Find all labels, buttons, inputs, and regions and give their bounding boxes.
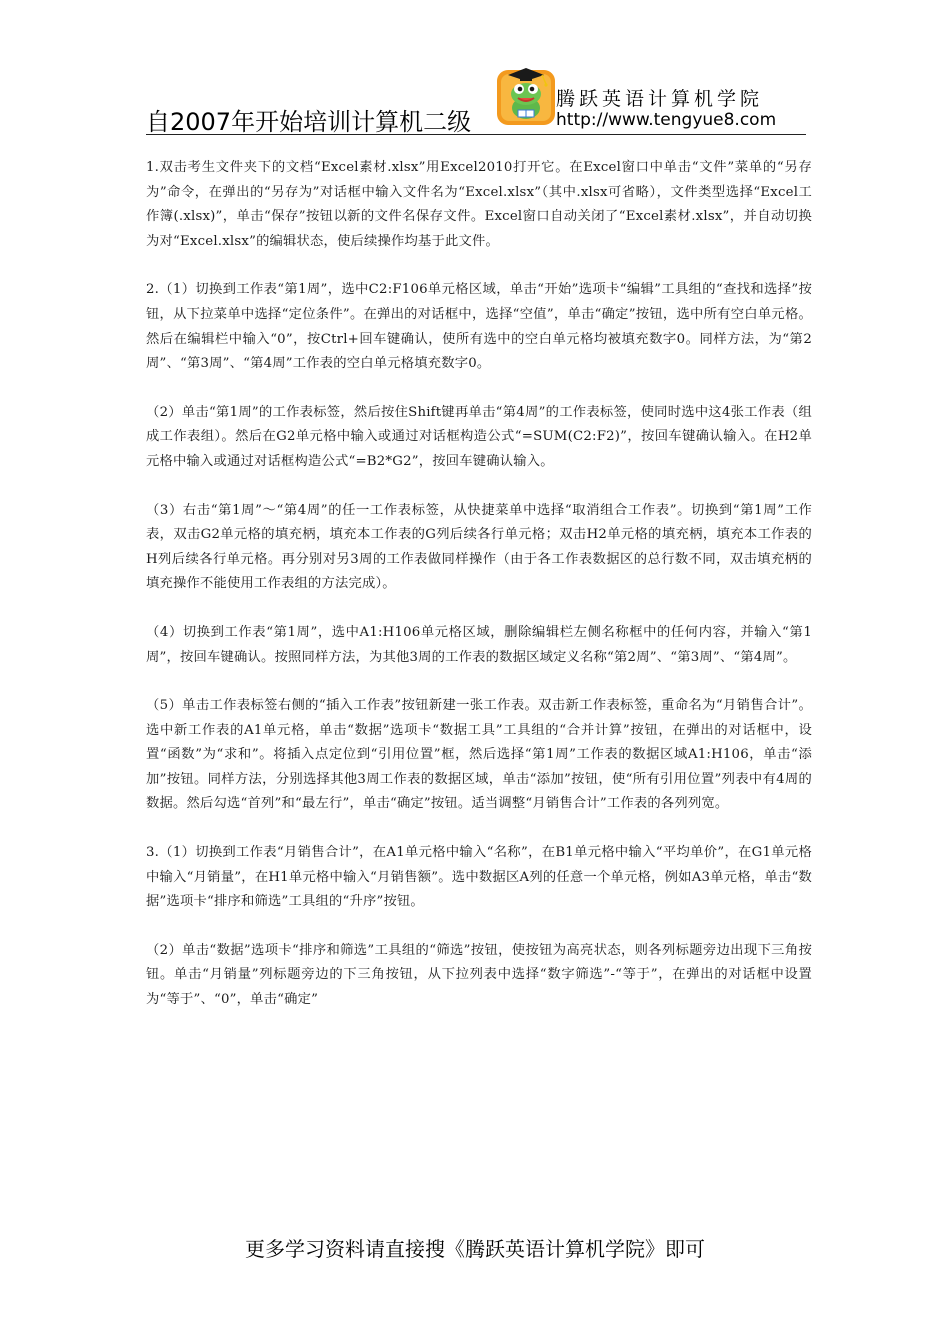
brand-name: 腾跃英语计算机学院 bbox=[556, 88, 764, 110]
header-title: 自2007年开始培训计算机二级 bbox=[146, 108, 472, 136]
page-header bbox=[146, 66, 806, 136]
brand-url: http://www.tengyue8.com bbox=[556, 110, 777, 130]
header-divider bbox=[146, 134, 806, 135]
page-footer: 更多学习资料请直接搜《腾跃英语计算机学院》即可 bbox=[245, 1237, 705, 1261]
paragraph-step-1: 1.双击考生文件夹下的文档“Excel素材.xlsx”用Excel2010打开它。在Excel窗口中单击“文件”菜单的“另存为”命令，在弹出的“另存为”对话框中输入文件名为“Excel.xlsx”（其中.xlsx可省略），文件类型选择“Excel工作簿(.xlsx)”，单击“保存”按钮以新的文件名保存文件。Excel窗口自动关闭了“Excel素材.xlsx”，并自动切换为对“Excel.xlsx”的编辑状态，使后续操作均基于此文件。 bbox=[146, 160, 812, 249]
paragraph-step-2-3: （3）右击“第1周”～“第4周”的任一工作表标签，从快捷菜单中选择“取消组合工作表”。切换到“第1周”工作表，双击G2单元格的填充柄，填充本工作表的G列后续各行单元格；双击H2单元格的填充柄，填充本工作表的H列后续各行单元格。再分别对另3周的工作表做同样操作（由于各工作表数据区的总行数不同，双击填充柄的填充操作不能使用工作表组的方法完成）。 bbox=[146, 502, 812, 592]
frog-graduate-logo-icon bbox=[496, 66, 558, 126]
paragraph-step-3-1: 3.（1）切换到工作表“月销售合计”，在A1单元格中输入“名称”，在B1单元格中输入“平均单价”，在G1单元格中输入“月销量”，在H1单元格中输入“月销售额”。选中数据区A列的任意一个单元格，例如A3单元格，单击“数据”选项卡“排序和筛选”工具组的“升序”按钮。 bbox=[146, 845, 812, 910]
paragraph-step-2-1: 2.（1）切换到工作表“第1周”，选中C2:F106单元格区域，单击“开始”选项卡“编辑”工具组的“查找和选择”按钮，从下拉菜单中选择“定位条件”。在弹出的对话框中，选择“空值”，单击“确定”按钮，选中所有空白单元格。然后在编辑栏中输入“0”，按Ctrl+回车键确认，使所有选中的空白单元格均被填充数字0。同样方法，为“第2周”、“第3周”、“第4周”工作表的空白单元格填充数字0。 bbox=[146, 282, 812, 372]
paragraph-step-3-2: （2）单击“数据”选项卡“排序和筛选”工具组的“筛选”按钮，使按钮为高亮状态，则各列标题旁边出现下三角按钮。单击“月销量”列标题旁边的下三角按钮，从下拉列表中选择“数字筛选”-“等于”，在弹出的对话框中设置为“等于”、“0”，单击“确定” bbox=[146, 942, 812, 1008]
paragraph-step-2-4: （4）切换到工作表“第1周”，选中A1:H106单元格区域，删除编辑栏左侧名称框中的任何内容，并输入“第1周”，按回车键确认。按照同样方法，为其他3周的工作表的数据区域定义名称“第2周”、“第3周”、“第4周”。 bbox=[146, 624, 812, 665]
paragraph-step-2-2: （2）单击“第1周”的工作表标签，然后按住Shift键再单击“第4周”的工作表标签，使同时选中这4张工作表（组成工作表组）。然后在G2单元格中输入或通过对话框构造公式“=SUM(C2:F2)”，按回车键确认输入。在H2单元格中输入或通过对话框构造公式“=B2*G2”，按回车键确认输入。 bbox=[146, 404, 812, 469]
paragraph-step-2-5: （5）单击工作表标签右侧的“插入工作表”按钮新建一张工作表。双击新工作表标签，重命名为“月销售合计”。选中新工作表的A1单元格，单击“数据”选项卡“数据工具”工具组的“合并计算”按钮，在弹出的对话框中，设置“函数”为“求和”。将插入点定位到“引用位置”框，然后选择“第1周”工作表的数据区域A1:H106，单击“添加”按钮。同样方法，分别选择其他3周工作表的数据区域，单击“添加”按钮，使“所有引用位置”列表中有4周的数据。然后勾选“首列”和“最左行”，单击“确定”按钮。适当调整“月销售合计”工作表的各列列宽。 bbox=[146, 698, 812, 812]
document-body bbox=[146, 156, 812, 1037]
